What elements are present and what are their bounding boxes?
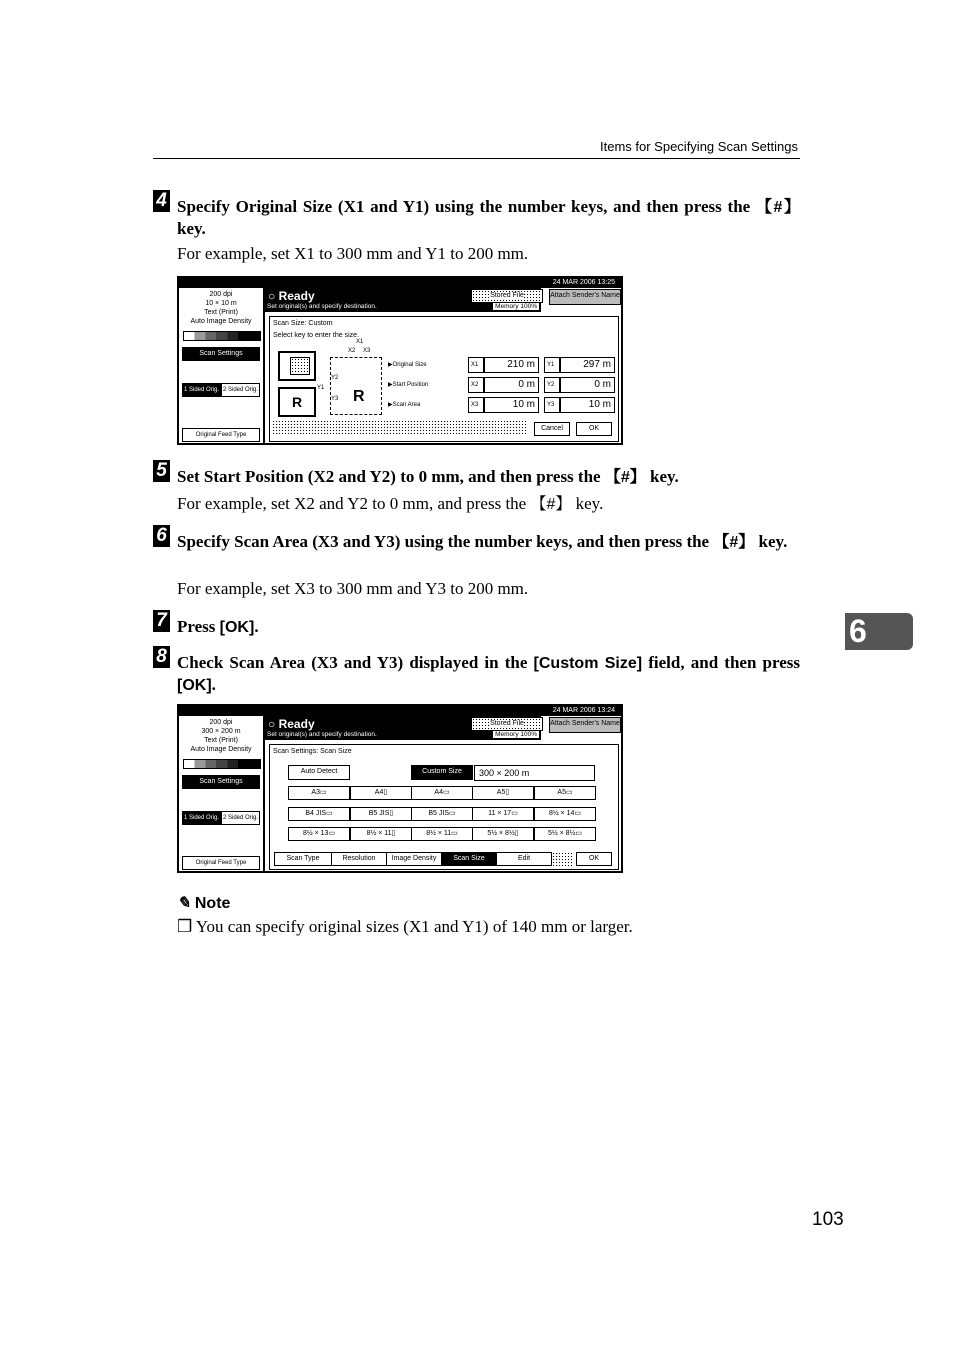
two-sided-button[interactable]: 2 Sided Orig. (221, 383, 260, 397)
tab-scan-size[interactable]: Scan Size (441, 852, 497, 866)
tab-edit[interactable]: Edit (496, 852, 552, 866)
two-sided-button[interactable]: 2 Sided Orig. (221, 811, 260, 825)
size-button[interactable]: 8½ × 14▭ (534, 807, 596, 821)
size-diagram: R (330, 357, 382, 415)
size-button[interactable]: 8½ × 13▭ (288, 827, 350, 841)
density-scale[interactable] (183, 331, 261, 341)
y2-value[interactable]: 0 m (560, 377, 615, 393)
size-button[interactable]: B4 JIS▭ (288, 807, 350, 821)
tab-resolution[interactable]: Resolution (331, 852, 387, 866)
cancel-button[interactable]: Cancel (534, 422, 570, 436)
size-button[interactable]: A5▯ (472, 786, 534, 800)
datetime: 24 MAR 2006 13:24 (179, 706, 621, 716)
custom-size-panel: Scan Size: Custom Select key to enter the size. R R X1 X2 X3 Y1 Y2 Y3 ▶Original Size X1 210 m Y1 297 m ▶Start Position X2 0 m Y2 0 m ▶Scan Area X3 10 m Y3 10 m Cancel OK (269, 316, 619, 442)
one-sided-button[interactable]: 1 Sided Orig. (182, 811, 221, 825)
header-rule (153, 158, 800, 159)
step-number-5: 5 (153, 460, 170, 482)
original-feed-type-button[interactable]: Original Feed Type (182, 856, 260, 870)
one-sided-button[interactable]: 1 Sided Orig. (182, 383, 221, 397)
step-number-8: 8 (153, 646, 170, 668)
size-button[interactable]: 11 × 17▭ (472, 807, 534, 821)
size-button[interactable]: B5 JIS▭ (411, 807, 473, 821)
step-4-example: For example, set X1 to 300 mm and Y1 to 200 mm. (177, 244, 529, 263)
y1-value[interactable]: 297 m (560, 357, 615, 373)
stored-file-button[interactable]: Stored File (471, 289, 543, 303)
x1-value[interactable]: 210 m (484, 357, 539, 373)
running-header: Items for Specifying Scan Settings (600, 139, 798, 154)
density-scale[interactable] (183, 759, 261, 769)
page-number: 103 (812, 1209, 844, 1230)
checkbox-bullet-icon: ❒ (177, 917, 193, 936)
size-button[interactable]: A5▭ (534, 786, 596, 800)
size-button[interactable]: 5½ × 8½▯ (472, 827, 534, 841)
attach-senders-name-button[interactable]: Attach Sender's Name (549, 289, 621, 305)
status-bar: ○ Ready Set original(s) and specify destination. Memory 100% (265, 716, 541, 740)
datetime: 24 MAR 2006 13:25 (179, 278, 621, 288)
original-feed-type-button[interactable]: Original Feed Type (182, 428, 260, 442)
ok-button[interactable]: OK (576, 422, 612, 436)
auto-detect-button[interactable]: Auto Detect (288, 765, 350, 780)
note-text: ❒ You can specify original sizes (X1 and Y1) of 140 mm or larger. (177, 917, 633, 936)
step-number-6: 6 (153, 525, 170, 547)
x2-value[interactable]: 0 m (484, 377, 539, 393)
stored-file-button[interactable]: Stored File (471, 717, 543, 731)
note-heading: ✎ Note (177, 895, 231, 912)
chapter-tab: 6 (845, 613, 913, 650)
original-size-key[interactable] (278, 351, 316, 381)
size-button[interactable]: 8½ × 11▭ (411, 827, 473, 841)
tab-scan-type[interactable]: Scan Type (274, 852, 332, 866)
tab-image-density[interactable]: Image Density (386, 852, 442, 866)
scan-settings-button[interactable]: Scan Settings (182, 347, 260, 361)
status-bar: ○ Ready Set original(s) and specify destination. Memory 100% (265, 288, 541, 312)
screenshot-scan-size (177, 704, 623, 873)
custom-size-value: 300 × 200 m (474, 765, 595, 781)
step-6-text: Specify Scan Area (X3 and Y3) using the number keys, and then press the 【#】 key. (177, 532, 788, 551)
left-status-panel: 200 dpi 300 × 200 m Text (Print) Auto Image Density Scan Settings 1 Sided Orig. 2 Sided Orig. Original Feed Type (179, 716, 265, 871)
step-4-text: Specify Original Size (X1 and Y1) using the number keys, and then press the 【#】 key. (177, 197, 800, 238)
scan-size-panel: Scan Settings: Scan Size Auto Detect Custom Size 300 × 200 m A3▭ A4▯ A4▭ A5▯ A5▭ B4 JIS▭ B5 JIS▯ B5 JIS▭ 11 × 17▭ 8½ × 14▭ 8½ × 13▭ 8½ × 11▯ 8½ × 11▭ 5½ × 8½▯ 5½ × 8½▭ Scan Type Resolution Image Density Scan Size Edit OK (269, 744, 619, 870)
step-8-text: Check Scan Area (X3 and Y3) displayed in the [Custom Size] field, and then press [OK]. (177, 653, 801, 694)
size-button[interactable]: A4▯ (350, 786, 412, 800)
scan-settings-button[interactable]: Scan Settings (182, 775, 260, 789)
left-status-panel: 200 dpi 10 × 10 m Text (Print) Auto Image Density Scan Settings 1 Sided Orig. 2 Sided Orig. Original Feed Type (179, 288, 265, 443)
size-button[interactable]: 5½ × 8½▭ (534, 827, 596, 841)
step-number-7: 7 (153, 610, 170, 632)
x3-value[interactable]: 10 m (484, 397, 539, 413)
custom-size-button[interactable]: Custom Size (411, 765, 473, 780)
step-5-example: For example, set X2 and Y2 to 0 mm, and press the 【#】 key. (177, 494, 604, 513)
size-button[interactable]: B5 JIS▯ (350, 807, 412, 821)
step-number-4: 4 (153, 190, 170, 212)
step-5-text: Set Start Position (X2 and Y2) to 0 mm, and then press the 【#】 key. (177, 467, 679, 486)
orientation-key[interactable]: R (278, 387, 316, 417)
size-button[interactable]: A3▭ (288, 786, 350, 800)
attach-senders-name-button[interactable]: Attach Sender's Name (549, 717, 621, 733)
size-button[interactable]: A4▭ (411, 786, 473, 800)
size-button[interactable]: 8½ × 11▯ (350, 827, 412, 841)
step-6-example: For example, set X3 to 300 mm and Y3 to 200 mm. (177, 579, 529, 598)
y3-value[interactable]: 10 m (560, 397, 615, 413)
screenshot-custom-size (177, 276, 623, 445)
pencil-icon: ✎ (177, 895, 191, 912)
step-7-text: Press [OK]. (177, 617, 259, 636)
ok-button[interactable]: OK (576, 852, 612, 866)
